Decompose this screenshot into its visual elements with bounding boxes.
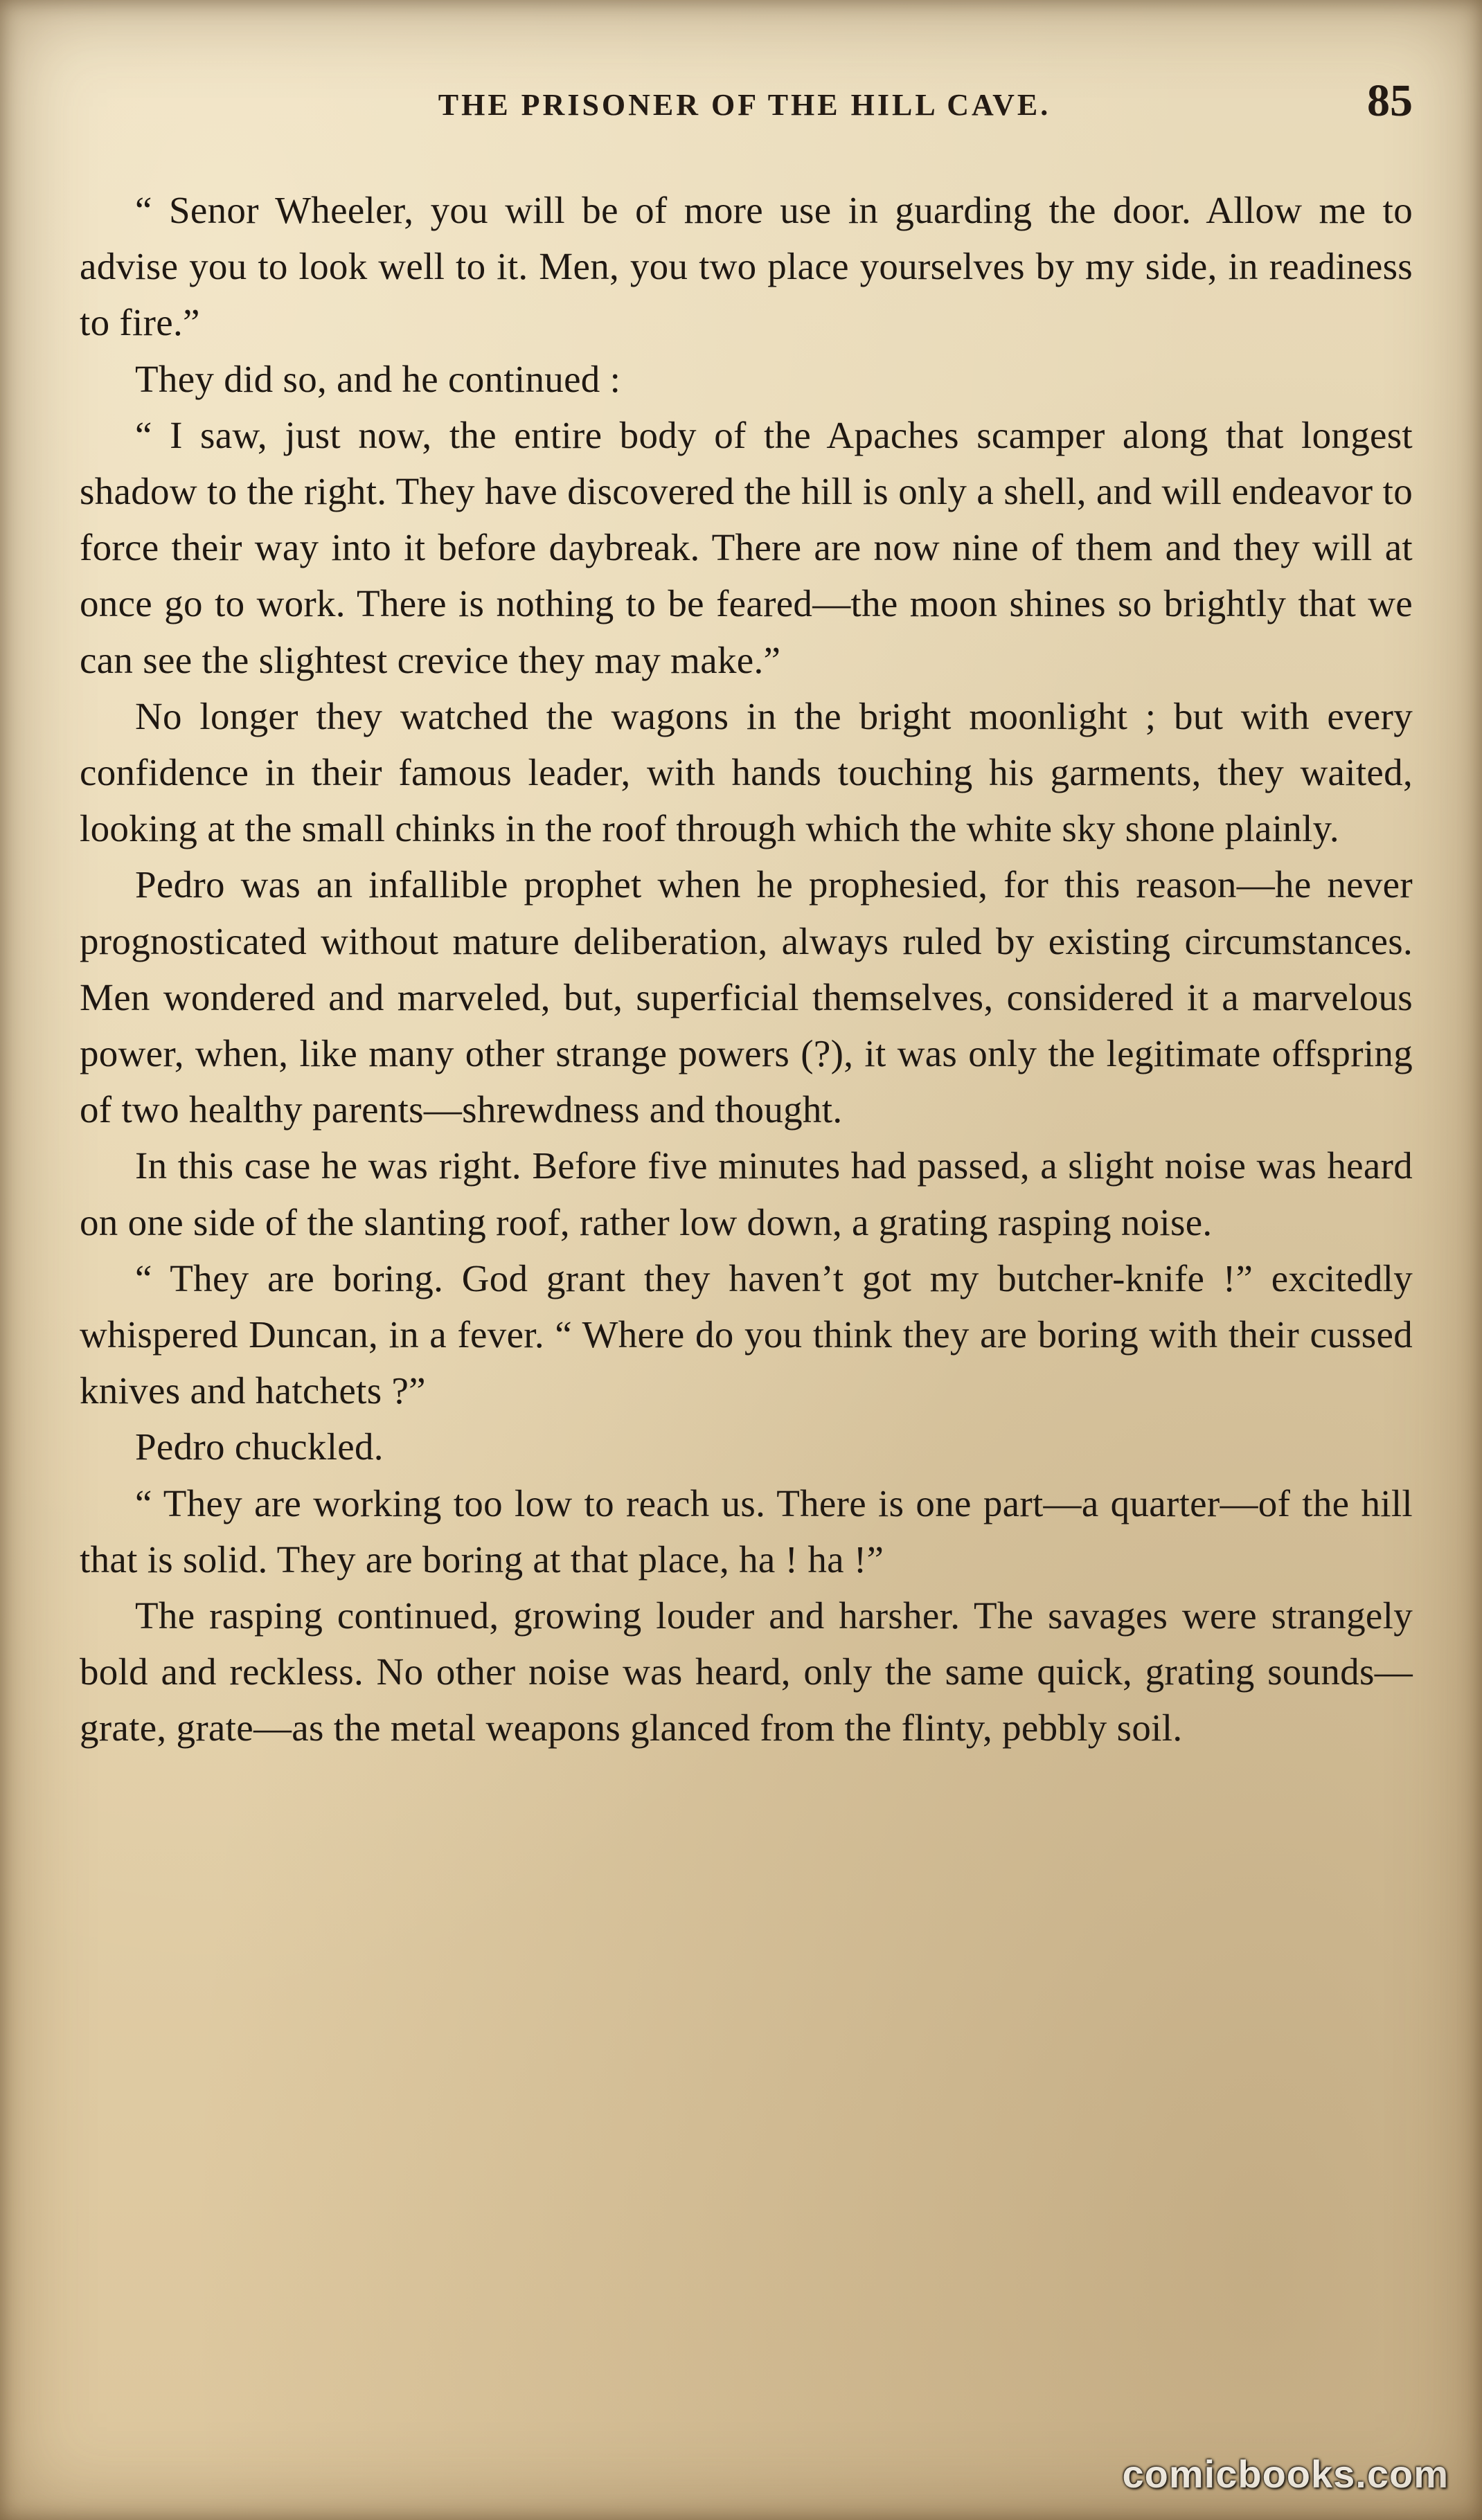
paragraph: “ I saw, just now, the entire body of the Apaches scamper along that longest shadow to the right. They have discovered the hill is only a shell, and will endeavor to force their way into it before daybreak. There are now nine of them and they will at once go to work. There is nothing to be feared—the moon shines so brightly that we can see the slightest crevice they may make.”: [80, 413, 1413, 681]
watermark: comicbooks.com: [1122, 2452, 1449, 2496]
page-number: 85: [1367, 75, 1413, 126]
paragraph: “ They are boring. God grant they haven’t got my butcher-knife !” excitedly whispered Duncan, in a fever. “ Where do you think they are boring with their cussed knives and hatchets ?”: [80, 1257, 1413, 1412]
paragraph: Pedro was an infallible prophet when he prophesied, for this reason—he never prognosticated without mature deliberation, always ruled by existing circumstances. Men wondered and marveled, but, superficial themselves, considered it a marvelous power, when, like many other strange powers (?), it was only the legitimate offspring of two healthy parents—shrewdness and thought.: [80, 863, 1413, 1131]
paragraph: The rasping continued, growing louder and harsher. The savages were strangely bold and reckless. No other noise was heard, only the same quick, grating sounds—grate, grate—as the metal weapons glanced from the flinty, pebbly soil.: [80, 1594, 1413, 1749]
paragraph: Pedro chuckled.: [135, 1425, 384, 1468]
running-title: THE PRISONER OF THE HILL CAVE.: [438, 88, 1051, 122]
paragraph: In this case he was right. Before five minutes had passed, a slight noise was heard on one side of the slanting roof, rather low down, a grating rasping noise.: [80, 1144, 1413, 1243]
body-text: [80, 182, 1413, 1756]
paragraph: No longer they watched the wagons in the bright moonlight ; but with every confidence in their famous leader, with hands touching his garments, they waited, looking at the small chinks in the roof through which the white sky shone plainly.: [80, 694, 1413, 850]
paragraph: “ Senor Wheeler, you will be of more use in guarding the door. Allow me to advise you to look well to it. Men, you two place yourselves by my side, in readiness to fire.”: [80, 189, 1413, 344]
paragraph: “ They are working too low to reach us. There is one part—a quarter—of the hill that is solid. They are boring at that place, ha ! ha !”: [80, 1482, 1413, 1581]
page-header: [76, 75, 1413, 133]
paragraph: They did so, and he continued :: [135, 357, 621, 400]
